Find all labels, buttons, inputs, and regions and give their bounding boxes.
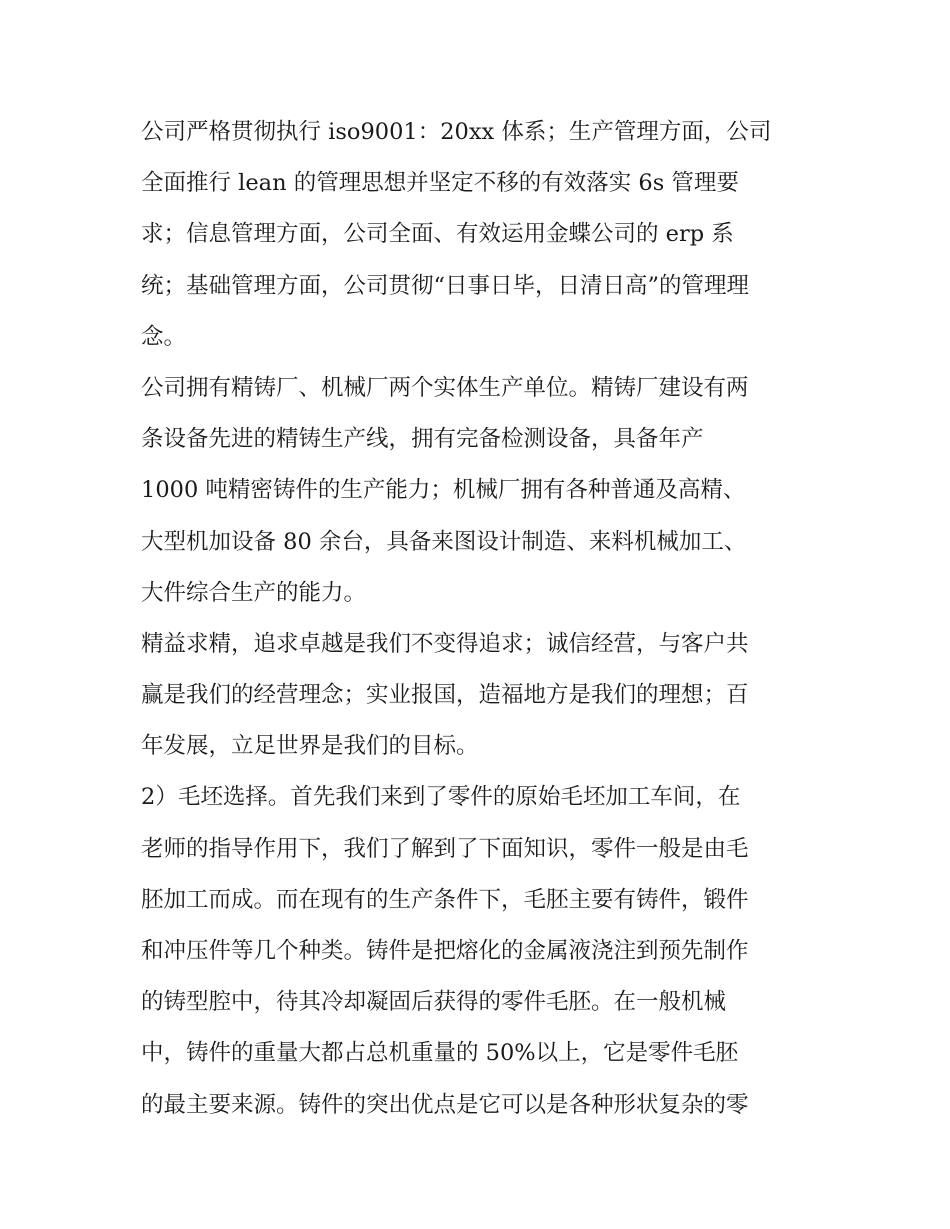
text-line: 公司拥有精铸厂、机械厂两个实体生产单位。精铸厂建设有两 (141, 374, 749, 401)
text-line: 老师的指导作用下，我们了解到了下面知识，零件一般是由毛 (141, 835, 749, 862)
text-line: 统；基础管理方面，公司贯彻“日事日毕，日清日高”的管理理 (141, 272, 750, 299)
text-line: 公司严格贯彻执行 iso9001：20xx 体系；生产管理方面，公司 (141, 119, 772, 145)
text-line: 全面推行 lean 的管理思想并坚定不移的有效落实 6s 管理要 (141, 170, 739, 197)
text-line: 条设备先进的精铸生产线，拥有完备检测设备，具备年产 (141, 426, 704, 453)
text-line: 赢是我们的经营理念；实业报国，造福地方是我们的理想；百 (141, 682, 749, 709)
text-line: 年发展，立足世界是我们的目标。 (141, 733, 479, 760)
text-line: 2）毛坯选择。首先我们来到了零件的原始毛坯加工车间，在 (141, 784, 741, 811)
text-line: 念。 (141, 323, 187, 350)
text-line: 求；信息管理方面，公司全面、有效运用金蝶公司的 erp 系 (141, 221, 734, 248)
document-body (141, 107, 821, 1131)
text-line: 精益求精，追求卓越是我们不变得追求；诚信经营，与客户共 (141, 630, 749, 657)
text-line: 大型机加设备 80 余台，具备来图设计制造、来料机械加工、 (141, 528, 747, 555)
text-line: 胚加工而成。而在现有的生产条件下，毛胚主要有铸件，锻件 (141, 886, 749, 913)
text-line: 的铸型腔中，待其冷却凝固后获得的零件毛胚。在一般机械 (141, 989, 727, 1016)
text-line: 大件综合生产的能力。 (141, 579, 367, 606)
text-line: 的最主要来源。铸件的突出优点是它可以是各种形状复杂的零 (141, 1091, 749, 1118)
text-line: 中，铸件的重量大都占总机重量的 50%以上，它是零件毛胚 (141, 1040, 739, 1067)
text-line: 1000 吨精密铸件的生产能力；机械厂拥有各种普通及高精、 (141, 477, 746, 504)
text-line: 和冲压件等几个种类。铸件是把熔化的金属液浇注到预先制作 (141, 938, 749, 964)
